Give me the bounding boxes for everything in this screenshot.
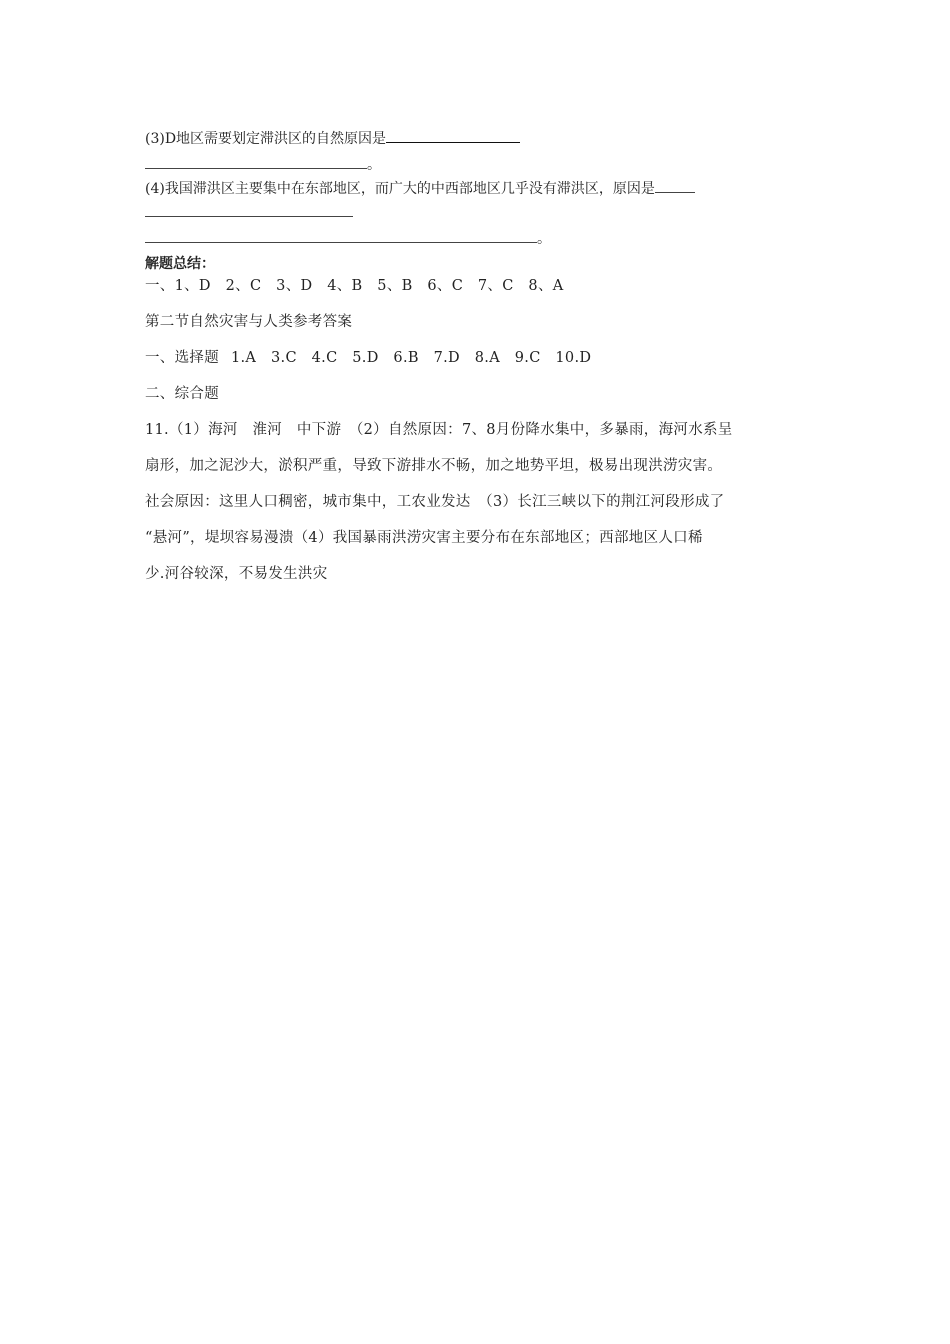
answer-paragraph-line: 扇形，加之泥沙大，淤积严重，导致下游排水不畅，加之地势平坦，极易出现洪涝灾害。	[145, 458, 723, 474]
comprehensive-label: 二、综合题	[145, 386, 219, 402]
answer-paragraph-line: “悬河”，堤坝容易漫溃（4）我国暴雨洪涝灾害主要分布在东部地区；西部地区人口稀	[145, 530, 703, 546]
summary-heading: 解题总结：	[145, 256, 215, 272]
question-4	[145, 178, 695, 199]
question-3-end: 。	[367, 157, 381, 173]
question-3-continuation	[145, 154, 381, 175]
summary-answers: 一、1、D 2、C 3、D 4、B 5、B 6、C 7、C 8、A	[145, 278, 564, 294]
question-3-text: (3)D地区需要划定滞洪区的自然原因是	[145, 131, 387, 147]
answer-paragraph-line: 少.河谷较深，不易发生洪灾	[145, 566, 328, 582]
answer-blank[interactable]	[145, 228, 537, 243]
choice-label: 一、选择题	[145, 350, 219, 366]
question-4-text: (4)我国滞洪区主要集中在东部地区，而广大的中西部地区几乎没有滞洪区，原因是	[145, 181, 655, 197]
section-title: 第二节自然灾害与人类参考答案	[145, 314, 353, 330]
answer-blank[interactable]	[386, 128, 520, 143]
answer-blank[interactable]	[655, 178, 695, 193]
question-4-continuation-1	[145, 202, 353, 223]
answer-paragraph-line: 社会原因：这里人口稠密，城市集中，工农业发达 （3）长江三峡以下的荆江河段形成了	[145, 494, 725, 510]
question-3	[145, 128, 520, 149]
answer-blank[interactable]	[145, 154, 367, 169]
answer-blank[interactable]	[145, 202, 353, 217]
choice-answers-line	[145, 348, 591, 368]
choice-answers: 1.A 3.C 4.C 5.D 6.B 7.D 8.A 9.C 10.D	[231, 350, 592, 366]
question-4-end: 。	[537, 231, 551, 247]
question-4-continuation-2	[145, 228, 551, 249]
answer-paragraph-line: 11.（1）海河 淮河 中下游 （2）自然原因：7、8月份降水集中，多暴雨，海河水系呈	[145, 422, 733, 438]
